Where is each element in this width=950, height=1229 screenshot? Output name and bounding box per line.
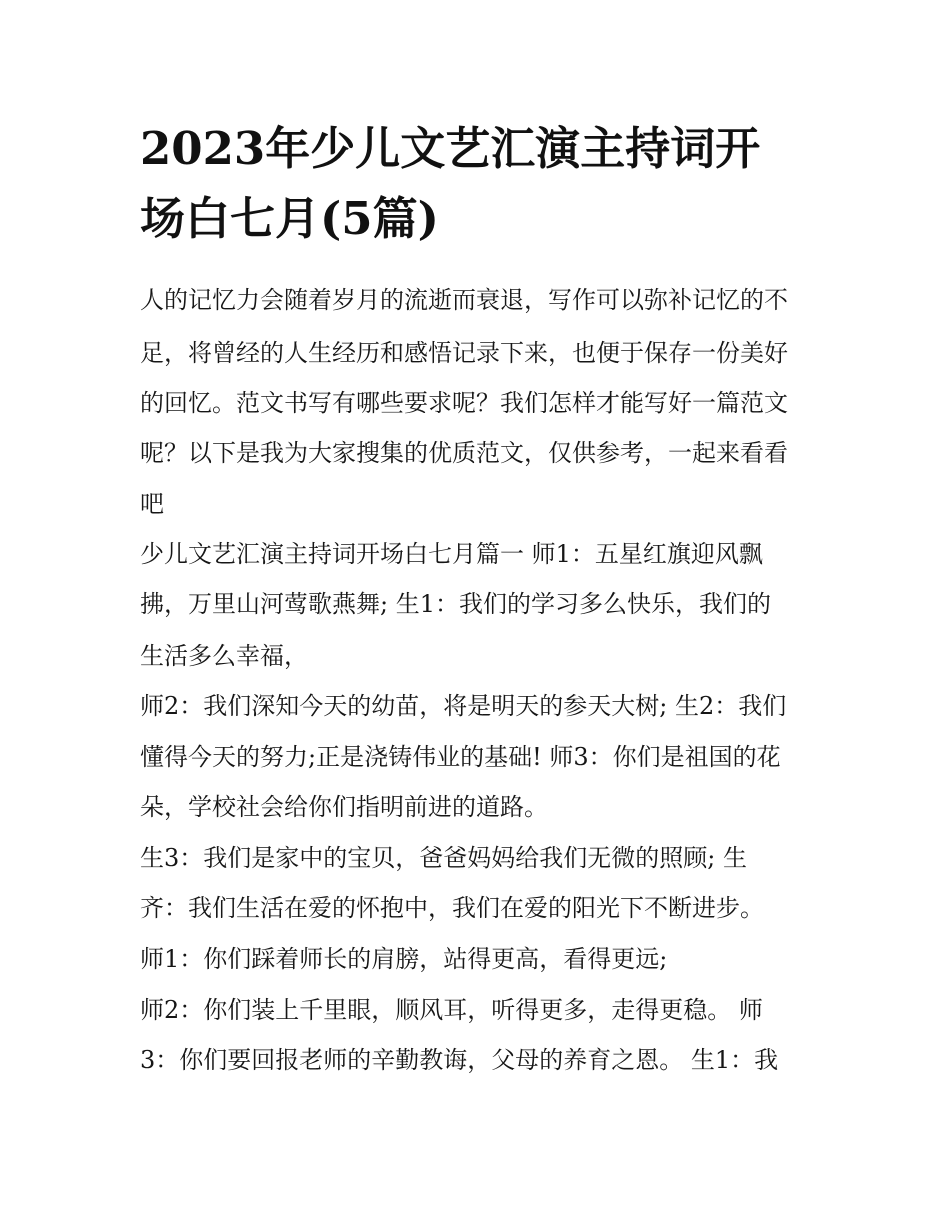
body-line-12: 生3：我们是家中的宝贝，爸爸妈妈给我们无微的照顾; 生: [140, 844, 747, 872]
body-line-8: 生活多么幸福，: [140, 642, 308, 670]
title-line-1: 2023年少儿文艺汇演主持词开: [140, 122, 761, 175]
body-line-1: 人的记忆力会随着岁月的流逝而衰退，写作可以弥补记忆的不: [140, 286, 788, 314]
body-line-9: 师2：我们深知今天的幼苗，将是明天的参天大树; 生2：我们: [140, 692, 787, 720]
body-line-5: 吧: [140, 490, 164, 518]
body-line-6: 少儿文艺汇演主持词开场白七月篇一 师1：五星红旗迎风飘: [140, 540, 763, 568]
body-line-11: 朵，学校社会给你们指明前进的道路。: [140, 793, 548, 821]
body-line-16: 3：你们要回报老师的辛勤教诲，父母的养育之恩。 生1：我: [140, 1046, 779, 1074]
body-line-2: 足，将曾经的人生经历和感悟记录下来，也便于保存一份美好: [140, 339, 788, 367]
body-line-4: 呢？以下是我为大家搜集的优质范文，仅供参考，一起来看看: [140, 439, 788, 467]
body-line-3: 的回忆。范文书写有哪些要求呢？我们怎样才能写好一篇范文: [140, 389, 788, 417]
body-line-15: 师2：你们装上千里眼，顺风耳，听得更多，走得更稳。 师: [140, 996, 763, 1024]
body-line-13: 齐：我们生活在爱的怀抱中，我们在爱的阳光下不断进步。: [140, 894, 764, 922]
title-line-2: 场白七月(5篇): [140, 192, 439, 245]
body-line-7: 拂，万里山河莺歌燕舞; 生1：我们的学习多么快乐，我们的: [140, 590, 771, 618]
body-line-10: 懂得今天的努力;正是浇铸伟业的基础! 师3：你们是祖国的花: [140, 743, 781, 771]
body-line-14: 师1：你们踩着师长的肩膀，站得更高，看得更远;: [140, 945, 668, 973]
document-title: [140, 114, 820, 254]
